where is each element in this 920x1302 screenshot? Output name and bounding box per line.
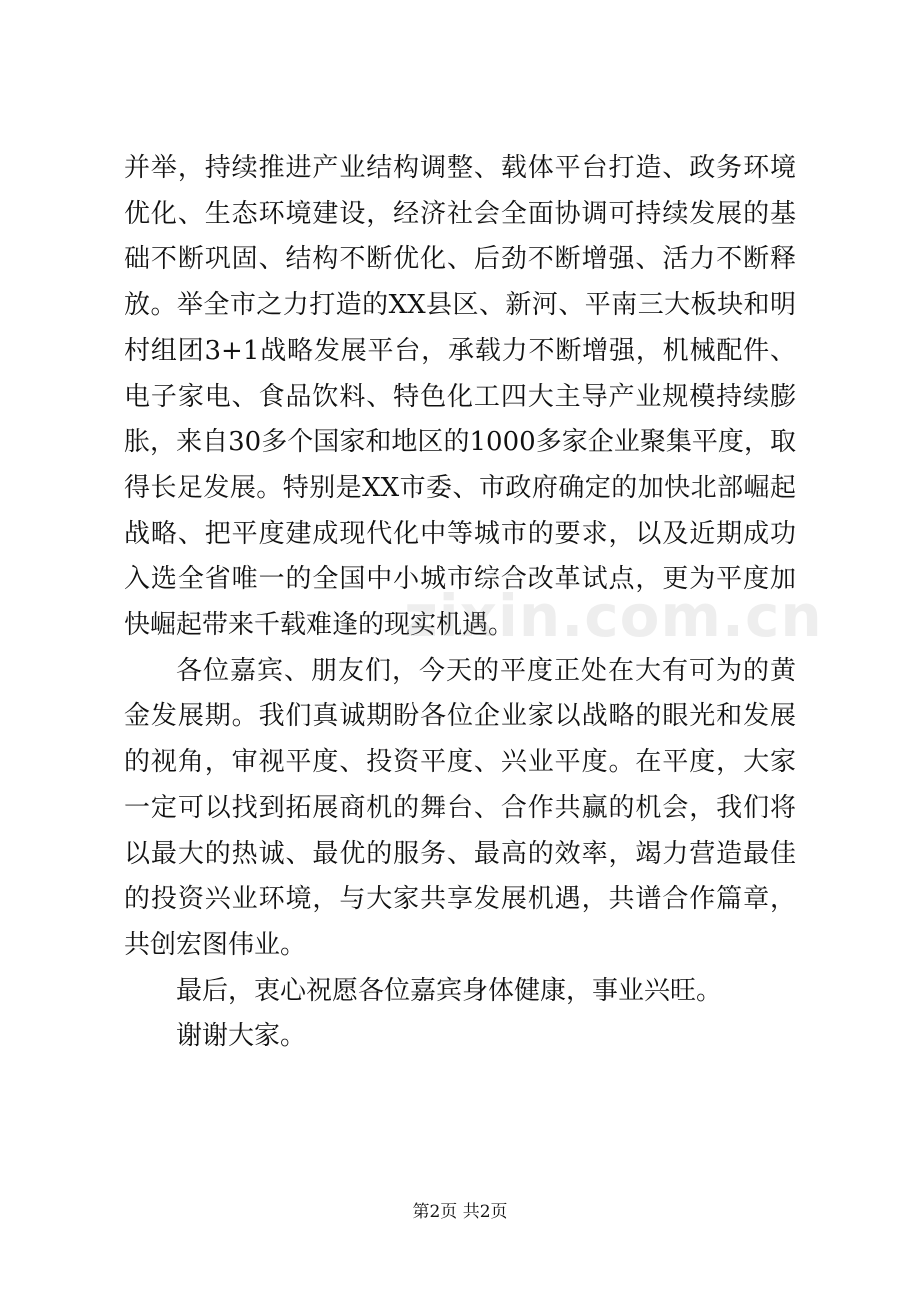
paragraph-invitation: 各位嘉宾、朋友们，今天的平度正处在大有可为的黄金发展期。我们真诚期盼各位企业家以战略的眼光和发展的视角，审视平度、投资平度、兴业平度。在平度，大家一定可以找到拓展商机的舞台、合作共赢的机会，我们将以最大的热诚、最优的服务、最高的效率，竭力营造最佳的投资兴业环境，与大家共享发展机遇，共谱合作篇章，共创宏图伟业。 bbox=[124, 655, 796, 960]
page-footer: 第2页 共2页 bbox=[412, 1202, 508, 1222]
paragraph-closing-wishes: 最后，衷心祝愿各位嘉宾身体健康，事业兴旺。 bbox=[176, 975, 723, 1006]
paragraph-thanks: 谢谢大家。 bbox=[176, 1021, 307, 1052]
paragraph-continued: 并举，持续推进产业结构调整、载体平台打造、政务环境优化、生态环境建设，经济社会全面协调可持续发展的基础不断巩固、结构不断优化、后劲不断增强、活力不断释放。举全市之力打造的XX县区、新河、平南三大板块和明村组团3+1战略发展平台，承载力不断增强，机械配件、电子家电、食品饮料、特色化工四大主导产业规模持续膨胀，来自30多个国家和地区的1000多家企业聚集平度，取得长足发展。特别是XX市委、市政府确定的加快北部崛起战略、把平度建成现代化中等城市的要求，以及近期成功入选全省唯一的全国中小城市综合改革试点，更为平度加快崛起带来千载难逢的现实机遇。 bbox=[124, 153, 796, 641]
watermark-text: zixin.com.cn bbox=[404, 582, 823, 650]
